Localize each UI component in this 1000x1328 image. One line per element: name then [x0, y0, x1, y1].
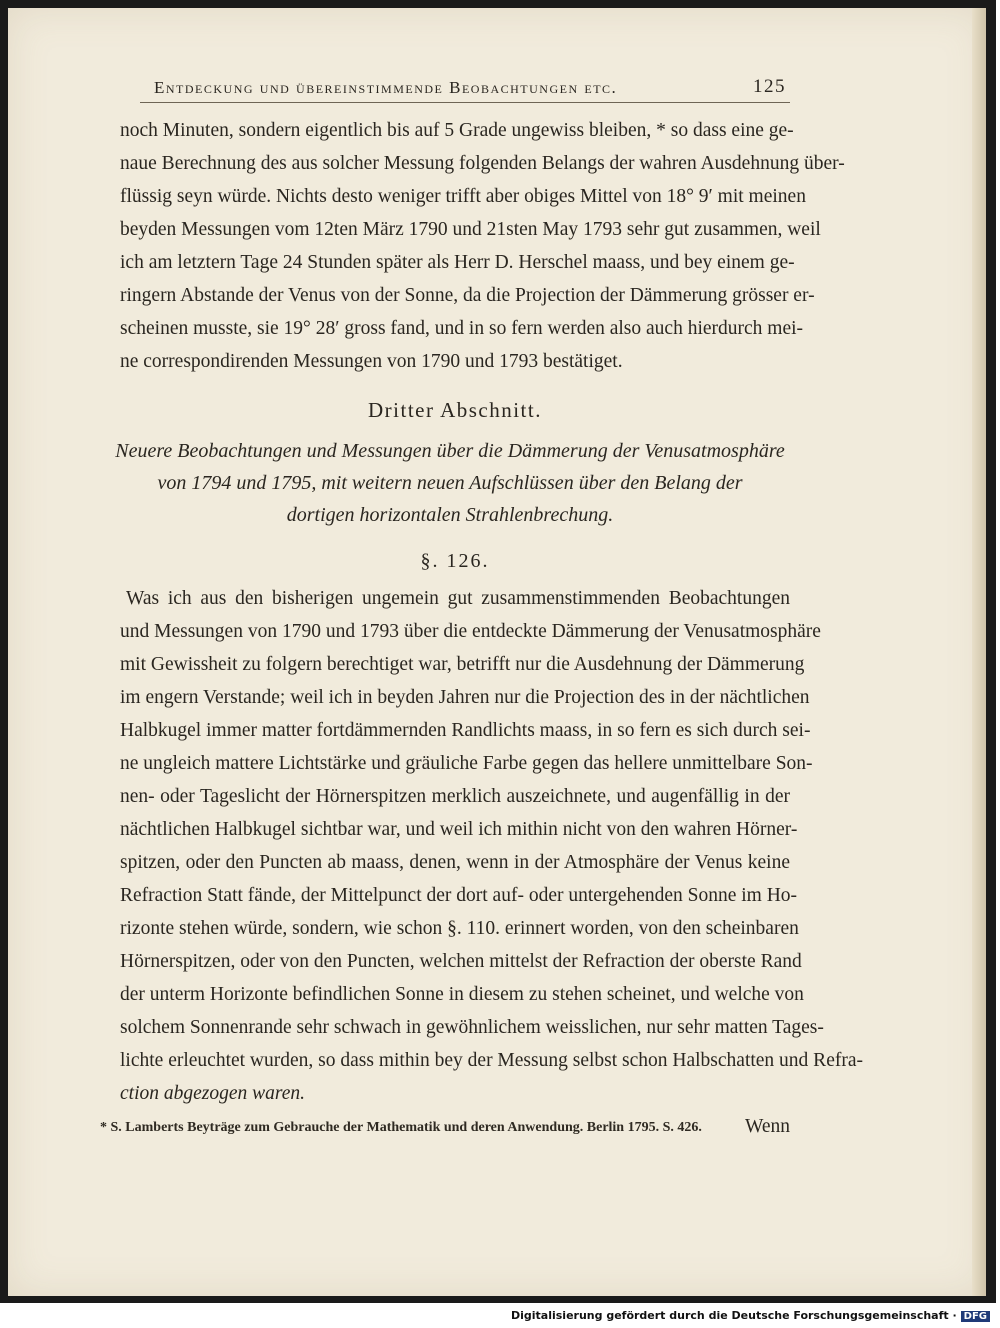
- section-subtitle: [100, 435, 800, 531]
- text-line: naue Berechnung des aus solcher Messung folgenden Belangs der wahren Ausdehnung über-: [120, 153, 845, 174]
- text-line: ich am letztern Tage 24 Stunden später als Herr D. Herschel maass, und bey einem ge-: [120, 252, 795, 273]
- text-line: und Messungen von 1790 und 1793 über die entdeckte Dämmerung der Venusatmosphäre: [120, 621, 821, 642]
- paragraph-1: [120, 114, 845, 378]
- text-line: beyden Messungen vom 12ten März 1790 und 21sten May 1793 sehr gut zusammen, weil: [120, 219, 821, 240]
- text-line: ction abgezogen waren.: [120, 1083, 306, 1104]
- text-line: Hörnerspitzen, oder von den Puncten, welchen mittelst der Refraction der oberste Rand: [120, 951, 802, 972]
- footnote: * S. Lamberts Beyträge zum Gebrauche der Mathematik und deren Anwendung. Berlin 1795. S. 426.: [100, 1120, 702, 1135]
- text-line: Refraction Statt fände, der Mittelpunct der dort auf- oder untergehenden Sonne im Ho-: [120, 885, 798, 906]
- header-title: Entdeckung und übereinstimmende Beobachtungen etc.: [154, 78, 618, 97]
- text-line: lichte erleuchtet wurden, so dass mithin bey der Messung selbst schon Halbschatten und Refra-: [120, 1050, 863, 1071]
- dfg-logo-icon: DFG: [961, 1311, 990, 1322]
- page-number: 125: [753, 76, 786, 97]
- text-line: scheinen musste, sie 19° 28′ gross fand, und in so fern werden also auch hierdurch mei-: [120, 318, 804, 339]
- text-line: nächtlichen Halbkugel sichtbar war, und weil ich mithin nicht von den wahren Hörner-: [120, 819, 798, 840]
- text-line: im engern Verstande; weil ich in beyden Jahren nur die Projection des in der nächtlichen: [120, 687, 810, 708]
- section-title: Dritter Abschnitt.: [368, 398, 542, 422]
- text-line: der unterm Horizonte befindlichen Sonne in diesem zu stehen scheinet, und welche von: [120, 984, 804, 1005]
- text-line: spitzen, oder den Puncten ab maass, denen, wenn in der Atmosphäre der Venus keine: [120, 852, 790, 873]
- text-line: nen- oder Tageslicht der Hörnerspitzen merklich auszeichnete, und augenfällig in der: [120, 786, 790, 807]
- text-line: ringern Abstande der Venus von der Sonne, da die Projection der Dämmerung grösser er-: [120, 285, 815, 306]
- text-line: ne ungleich mattere Lichtstärke und gräuliche Farbe gegen das hellere unmittelbare Son-: [120, 753, 813, 774]
- subtitle-line: dortigen horizontalen Strahlenbrechung.: [286, 504, 614, 526]
- subtitle-line: Neuere Beobachtungen und Messungen über die Dämmerung der Venusatmosphäre: [115, 440, 785, 462]
- credit-text: Digitalisierung gefördert durch die Deutsche Forschungsgemeinschaft ·: [510, 1309, 957, 1322]
- text-line: Was ich aus den bisherigen ungemein gut zusammenstimmenden Beobachtungen: [126, 588, 790, 609]
- text-line: Halbkugel immer matter fortdämmernden Randlichts maass, in so fern es sich durch sei-: [120, 720, 811, 741]
- text-line: mit Gewissheit zu folgern berechtiget war, betrifft nur die Ausdehnung der Dämmerung: [120, 654, 805, 675]
- digitization-credit: [511, 1309, 990, 1322]
- text-line: ne correspondirenden Messungen von 1790 und 1793 bestätiget.: [120, 351, 623, 372]
- running-header: [140, 76, 790, 103]
- text-line: rizonte stehen würde, sondern, wie schon §. 110. erinnert worden, von den scheinbaren: [120, 918, 799, 939]
- text-line: noch Minuten, sondern eigentlich bis auf 5 Grade ungewiss bleiben, * so dass eine ge-: [120, 120, 794, 141]
- paragraph-number: §. 126.: [420, 550, 490, 572]
- text-line: flüssig seyn würde. Nichts desto weniger trifft aber obiges Mittel von 18° 9′ mit meinen: [120, 186, 806, 207]
- page-edge: [972, 8, 986, 1296]
- text-line: solchem Sonnenrande sehr schwach in gewöhnlichem weisslichen, nur sehr matten Tages-: [120, 1017, 824, 1038]
- paragraph-2: [120, 582, 863, 1143]
- subtitle-line: von 1794 und 1795, mit weitern neuen Aufschlüssen über den Belang der: [157, 472, 743, 494]
- catchword: Wenn: [745, 1116, 790, 1137]
